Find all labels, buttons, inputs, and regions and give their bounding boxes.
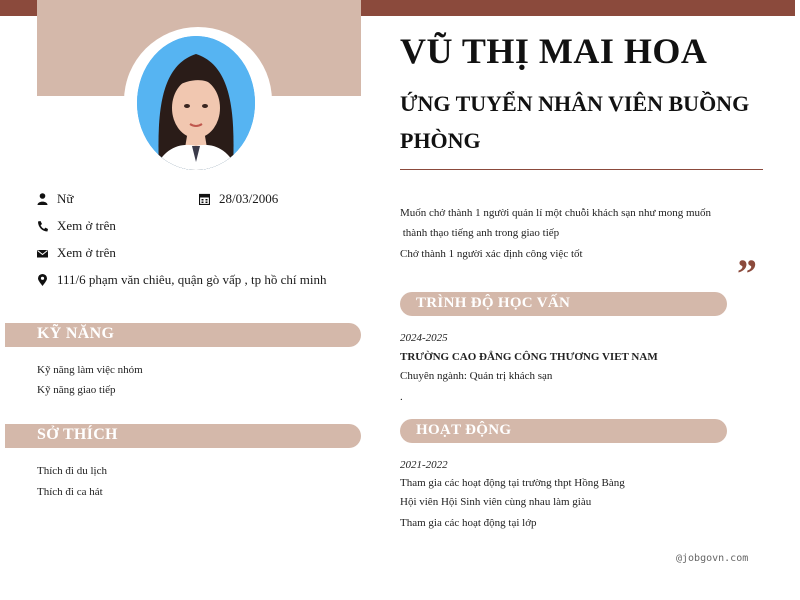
gender-value: Nữ [57,191,74,206]
activity-item: Tham gia các hoạt động tại trường thpt Hồng Bàng [400,477,625,489]
hobby-item: Thích đi du lịch [37,465,107,477]
phone-icon [37,220,48,232]
location-pin-icon [37,274,48,286]
hobbies-title: SỞ THÍCH [37,426,118,443]
skills-header [5,323,361,347]
person-icon [37,193,48,205]
footer-credit: @jobgovn.com [676,553,749,564]
education-title: TRÌNH ĐỘ HỌC VẤN [416,295,571,311]
address-row [37,272,326,288]
hobbies-header [5,424,361,448]
education-period: 2024-2025 [400,332,448,344]
education-header [400,292,727,316]
objective-line: Chở thành 1 người xác định công việc tốt [400,248,583,260]
activities-header [400,419,727,443]
phone-row [37,218,116,234]
activities-period: 2021-2022 [400,459,448,471]
hobby-item: Thích đi ca hát [37,486,103,498]
mail-icon [37,247,48,259]
quote-mark-icon: ” [737,251,757,296]
activity-item: Hội viên Hội Sinh viên cùng nhau làm giàu [400,496,592,508]
applied-position: ỨNG TUYỂN NHÂN VIÊN BUỒNG PHÒNG [400,91,750,153]
education-school: TRƯỜNG CAO ĐẲNG CÔNG THƯƠNG VIET NAM [400,351,658,363]
gender-row [37,191,73,207]
objective-line: Muốn chở thành 1 người quản lí một chuỗi khách sạn như mong muốn [400,207,712,219]
skill-item: Kỹ năng giao tiếp [37,384,116,396]
skill-item: Kỹ năng làm việc nhóm [37,364,143,376]
divider [400,169,763,170]
activity-item: Tham gia các hoạt động tại lớp [400,517,537,529]
avatar [137,36,255,170]
phone-value: Xem ở trên [57,218,116,233]
address-value: 111/6 phạm văn chiêu, quận gò vấp , tp hồ chí minh [57,272,327,287]
activities-title: HOẠT ĐỘNG [416,422,512,438]
education-major: Chuyên ngành: Quản trị khách sạn [400,370,553,382]
skills-title: KỸ NĂNG [37,325,115,342]
calendar-icon [199,193,210,205]
candidate-name: VŨ THỊ MAI HOA [400,31,708,71]
email-row [37,245,116,261]
birthday-value: 28/03/2006 [219,191,279,206]
email-value: Xem ở trên [57,245,116,260]
birthday-row [199,191,278,207]
objective-line: thành thạo tiếng anh trong giao tiếp [400,227,560,239]
education-note: . [400,391,403,403]
